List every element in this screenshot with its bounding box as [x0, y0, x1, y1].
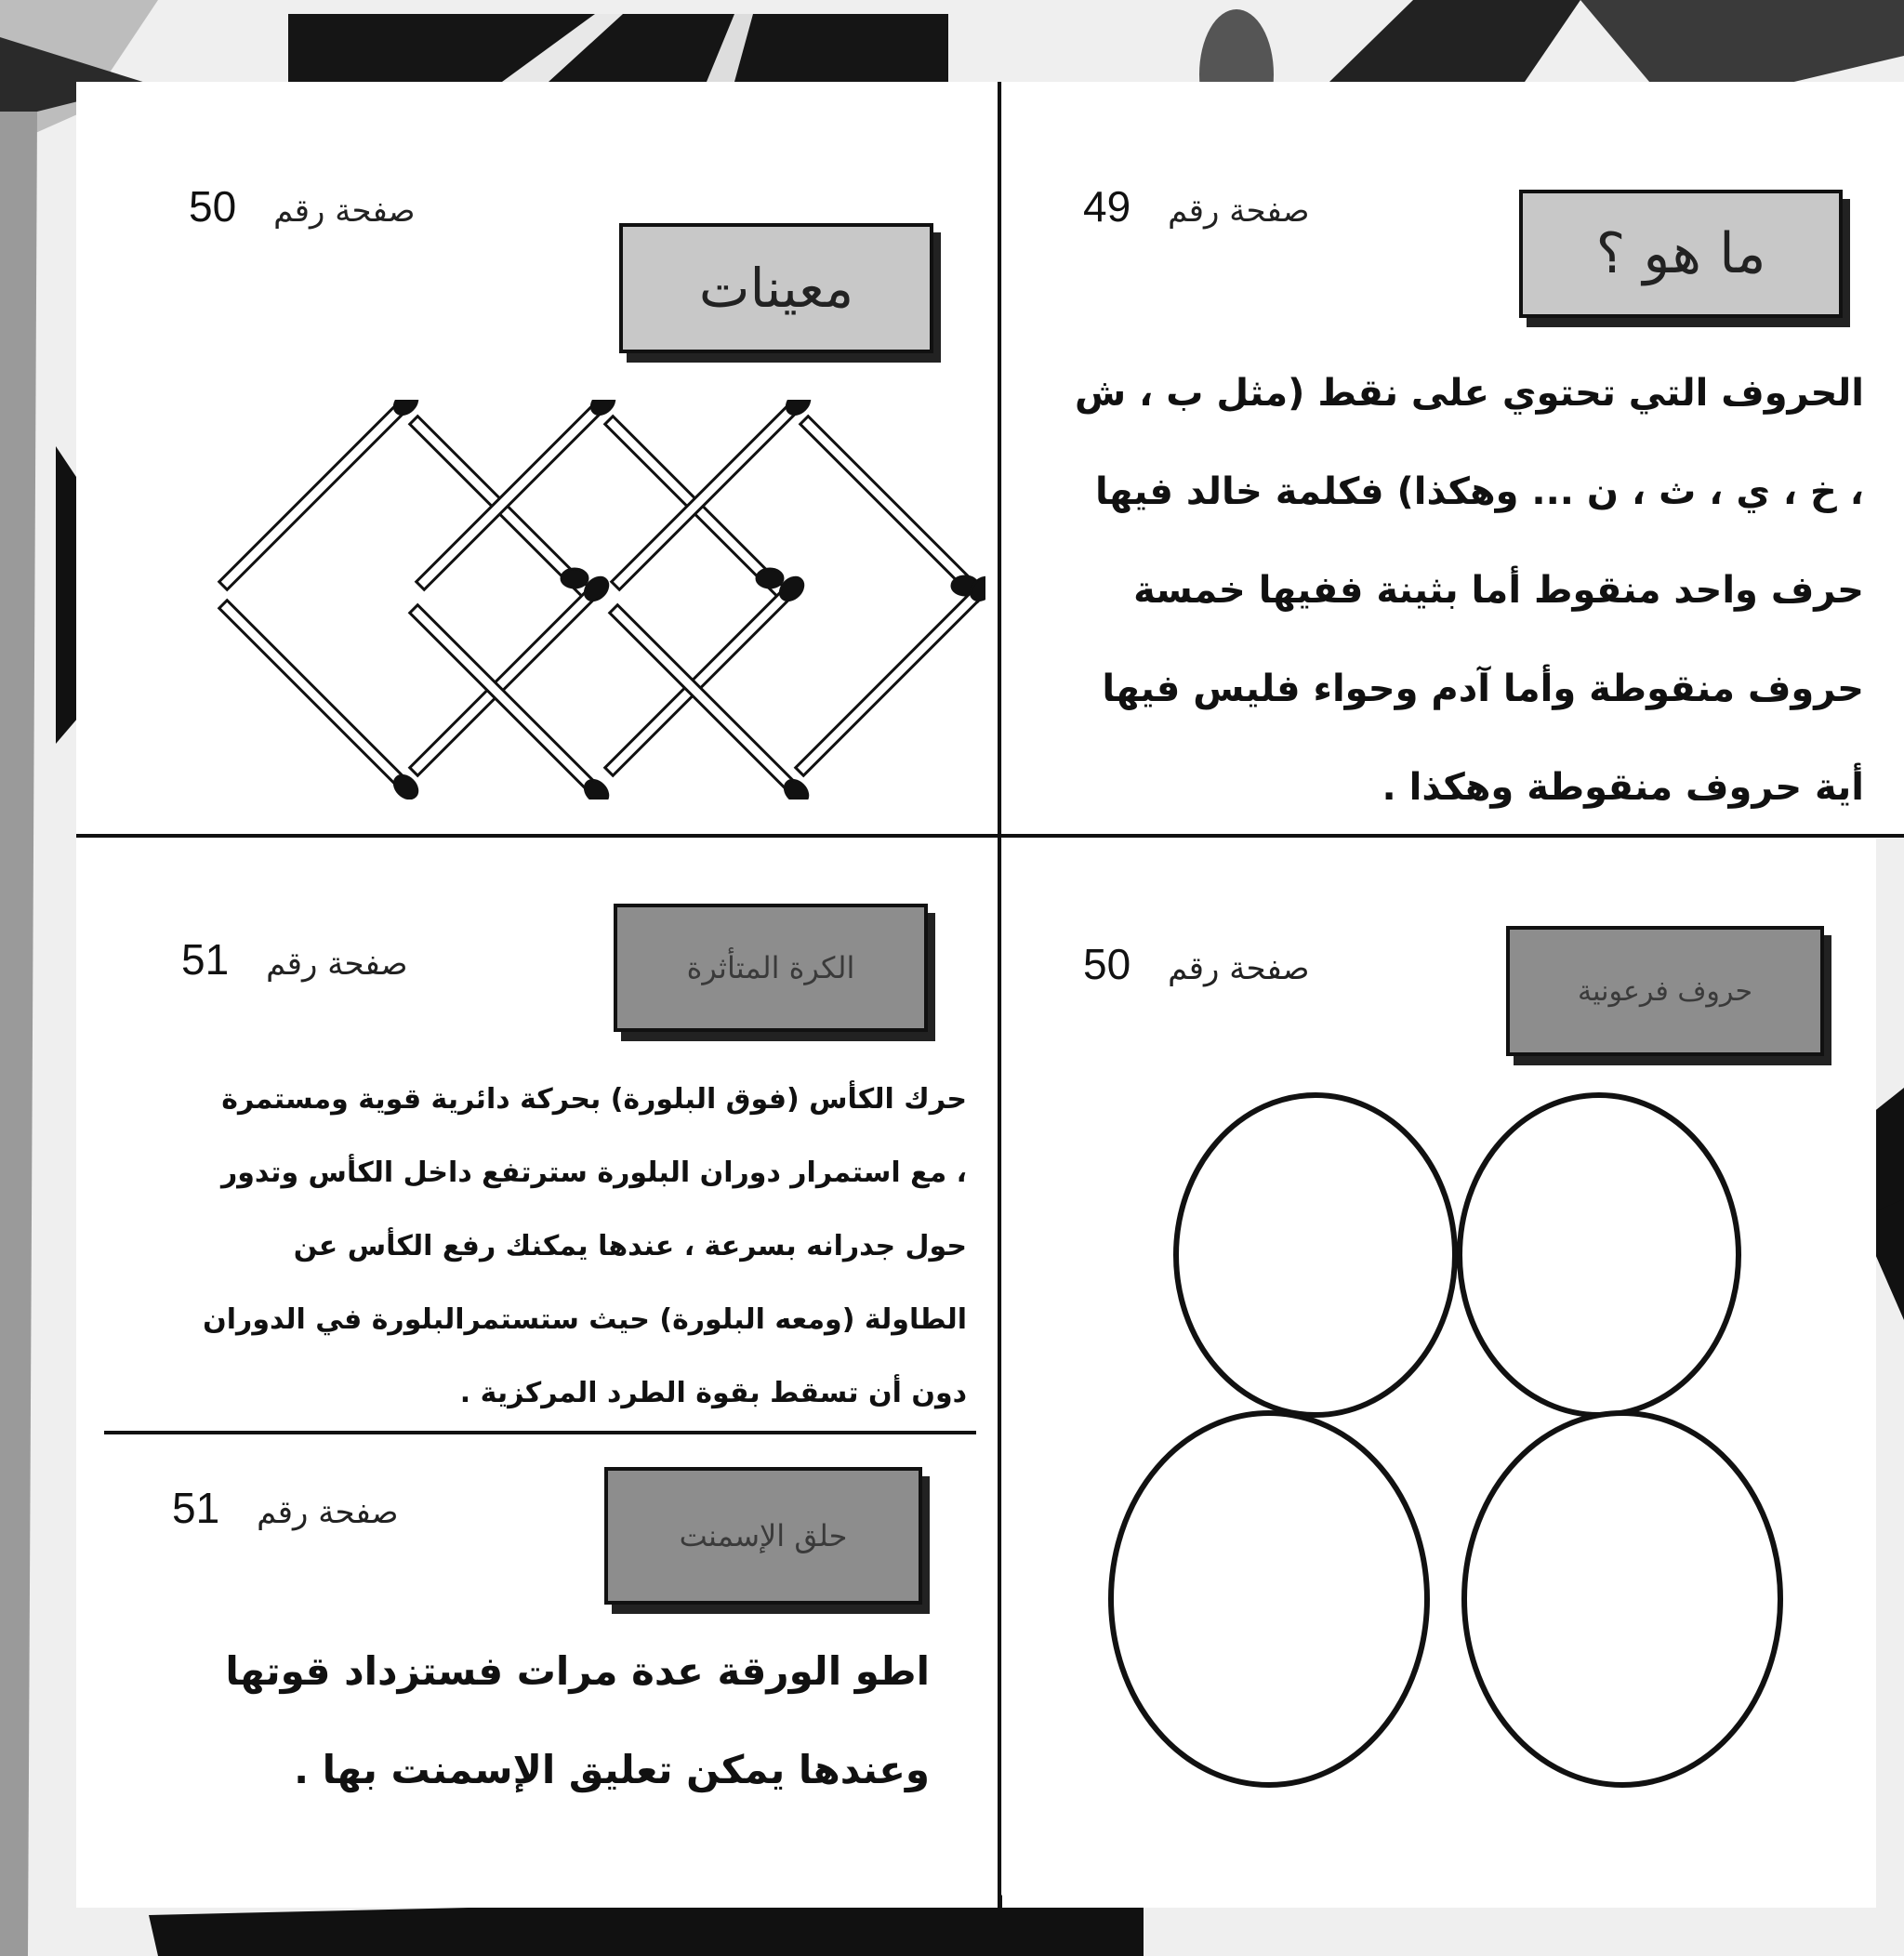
section-title: الكرة المتأثرة: [686, 950, 855, 985]
circle-shape: [1460, 1095, 1739, 1415]
page-reference: [1083, 181, 1310, 231]
text-line: حروف منقوطة وأما آدم وحواء فليس فيها: [1102, 667, 1864, 710]
section-title: حروف فرعونية: [1578, 974, 1752, 1008]
matchstick: [414, 400, 619, 592]
matchstick: [800, 416, 985, 601]
page-number: 50: [1083, 940, 1131, 988]
page-reference: [181, 934, 408, 985]
text-line: حرك الكأس (فوق البلورة) بحركة دائرية قوية ومستمرة: [221, 1083, 967, 1116]
text-line: ، خ ، ي ، ث ، ن ... وهكذا) فكلمة خالد فيها: [1094, 470, 1864, 513]
section-title: ما هو ؟: [1595, 221, 1766, 286]
section-title: معينات: [698, 257, 854, 320]
text-line: حرف واحد منقوط أما بثينة ففيها خمسة: [1133, 569, 1864, 612]
text-line: اطو الورقة عدة مرات فستزداد قوتها: [225, 1648, 930, 1694]
matchstick: [607, 602, 813, 800]
text-line: ، مع استمرار دوران البلورة سترتفع داخل الكأس وتدور: [220, 1156, 967, 1189]
page-label: صفحة رقم: [266, 945, 408, 983]
matchsticks-illustration: [205, 400, 985, 800]
page-label: صفحة رقم: [1168, 950, 1310, 987]
matchstick: [609, 400, 814, 592]
matchstick: [407, 602, 613, 800]
page-number: 51: [172, 1484, 220, 1532]
answer-text: [186, 1622, 930, 1819]
matchstick: [602, 573, 808, 778]
section-divider: [104, 1431, 976, 1434]
answer-text: [139, 1063, 967, 1430]
matchstick: [217, 400, 422, 592]
section-title-badge: [604, 1467, 922, 1605]
page-number: 51: [181, 935, 230, 984]
answer-text: [1023, 344, 1864, 837]
section-title-badge: [1506, 926, 1824, 1056]
text-line: دون أن تسقط بقوة الطرد المركزية .: [459, 1377, 967, 1409]
text-line: الطاولة (ومعه البلورة) حيث ستستمرالبلورة في الدوران: [203, 1303, 967, 1336]
page-number: 49: [1083, 182, 1131, 231]
circle-shape: [1111, 1413, 1427, 1785]
text-line: أية حروف منقوطة وهكذا .: [1382, 766, 1864, 809]
page-reference: [189, 181, 416, 231]
matchstick: [217, 598, 422, 800]
page-reference: [172, 1483, 399, 1533]
text-line: الحروف التي تحتوي على نقط (مثل ب ، ش: [1074, 372, 1864, 415]
section-title-badge: [1519, 190, 1843, 318]
section-title: حلق الإسمنت: [679, 1518, 848, 1553]
vertical-divider: [998, 82, 1001, 1915]
matchstick: [793, 573, 985, 778]
page-number: 50: [189, 182, 237, 231]
text-line: وعندها يمكن تعليق الإسمنت بها .: [294, 1747, 930, 1792]
page-label: صفحة رقم: [257, 1494, 399, 1531]
page-reference: [1083, 939, 1310, 989]
circles-illustration: [1106, 1078, 1804, 1804]
text-line: حول جدرانه بسرعة ، عندها يمكنك رفع الكأس عن: [293, 1230, 967, 1262]
circle-shape: [1464, 1413, 1780, 1785]
section-title-badge: [614, 904, 928, 1032]
section-title-badge: [619, 223, 933, 353]
page-label: صفحة رقم: [1168, 192, 1310, 230]
circle-shape: [1176, 1095, 1455, 1415]
page-label: صفحة رقم: [273, 192, 416, 230]
matchstick: [407, 573, 613, 778]
